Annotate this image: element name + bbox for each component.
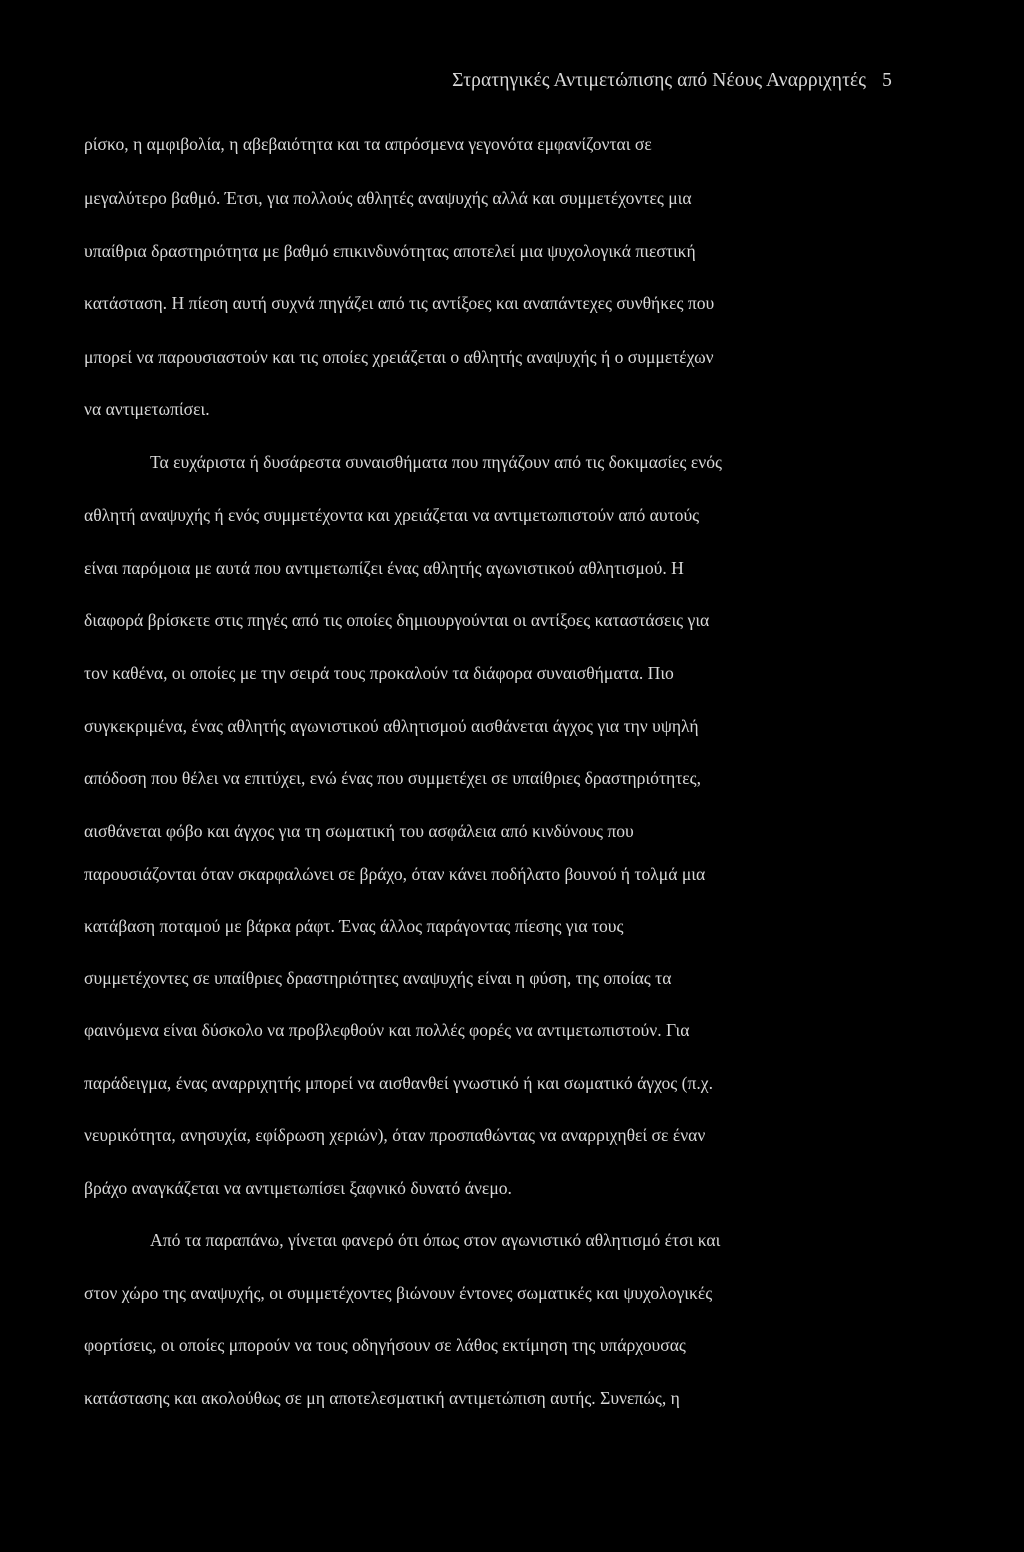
text-line: μεγαλύτερο βαθμό. Έτσι, για πολλούς αθλητές αναψυχής αλλά και συμμετέχοντες μια <box>84 188 692 208</box>
text-line: νευρικότητα, ανησυχία, εφίδρωση χεριών), όταν προσπαθώντας να αναρριχηθεί σε έναν <box>84 1125 706 1145</box>
text-line: είναι παρόμοια με αυτά που αντιμετωπίζει ένας αθλητής αγωνιστικού αθλητισμού. Η <box>84 558 684 578</box>
text-line: φαινόμενα είναι δύσκολο να προβλεφθούν και πολλές φορές να αντιμετωπιστούν. Για <box>84 1020 690 1040</box>
text-line: να αντιμετωπίσει. <box>84 399 210 419</box>
text-line: τον καθένα, οι οποίες με την σειρά τους προκαλούν τα διάφορα συναισθήματα. Πιο <box>84 663 674 683</box>
text-line: συμμετέχοντες σε υπαίθριες δραστηριότητες αναψυχής είναι η φύση, της οποίας τα <box>84 968 672 988</box>
text-line: στον χώρο της αναψυχής, οι συμμετέχοντες βιώνουν έντονες σωματικές και ψυχολογικές <box>84 1283 713 1303</box>
text-line: παρουσιάζονται όταν σκαρφαλώνει σε βράχο, όταν κάνει ποδήλατο βουνού ή τολμά μια <box>84 864 706 884</box>
text-line: αθλητή αναψυχής ή ενός συμμετέχοντα και χρειάζεται να αντιμετωπιστούν από αυτούς <box>84 505 700 525</box>
text-line: κατάστασης και ακολούθως σε μη αποτελεσματική αντιμετώπιση αυτής. Συνεπώς, η <box>84 1388 680 1408</box>
paragraph-first-line: Τα ευχάριστα ή δυσάρεστα συναισθήματα που πηγάζουν από τις δοκιμασίες ενός <box>150 452 723 472</box>
text-line: απόδοση που θέλει να επιτύχει, ενώ ένας που συμμετέχει σε υπαίθριες δραστηριότητες, <box>84 768 702 788</box>
page-number: 5 <box>882 70 892 91</box>
text-line: βράχο αναγκάζεται να αντιμετωπίσει ξαφνικό δυνατό άνεμο. <box>84 1178 512 1198</box>
running-title: Στρατηγικές Αντιμετώπισης από Νέους Αναρριχητές <box>452 70 867 91</box>
text-line: διαφορά βρίσκετε στις πηγές από τις οποίες δημιουργούνται οι αντίξοες καταστάσεις για <box>84 610 710 630</box>
text-line: συγκεκριμένα, ένας αθλητής αγωνιστικού αθλητισμού αισθάνεται άγχος για την υψηλή <box>84 716 699 736</box>
text-line: κατάσταση. Η πίεση αυτή συχνά πηγάζει από τις αντίξοες και αναπάντεχες συνθήκες που <box>84 293 715 313</box>
running-header <box>452 70 892 92</box>
text-line: παράδειγμα, ένας αναρριχητής μπορεί να αισθανθεί γνωστικό ή και σωματικό άγχος (π.χ. <box>84 1073 714 1093</box>
text-line: ρίσκο, η αμφιβολία, η αβεβαιότητα και τα απρόσμενα γεγονότα εμφανίζονται σε <box>84 134 652 154</box>
text-line: υπαίθρια δραστηριότητα με βαθμό επικινδυνότητας αποτελεί μια ψυχολογικά πιεστική <box>84 241 696 261</box>
text-line: μπορεί να παρουσιαστούν και τις οποίες χρειάζεται ο αθλητής αναψυχής ή ο συμμετέχων <box>84 347 714 367</box>
text-line: κατάβαση ποταμού με βάρκα ράφτ. Ένας άλλος παράγοντας πίεσης για τους <box>84 916 624 936</box>
paragraph-first-line: Από τα παραπάνω, γίνεται φανερό ότι όπως στον αγωνιστικό αθλητισμό έτσι και <box>150 1230 721 1250</box>
text-line: αισθάνεται φόβο και άγχος για τη σωματική του ασφάλεια από κινδύνους που <box>84 821 634 841</box>
text-line: φορτίσεις, οι οποίες μπορούν να τους οδηγήσουν σε λάθος εκτίμηση της υπάρχουσας <box>84 1335 686 1355</box>
